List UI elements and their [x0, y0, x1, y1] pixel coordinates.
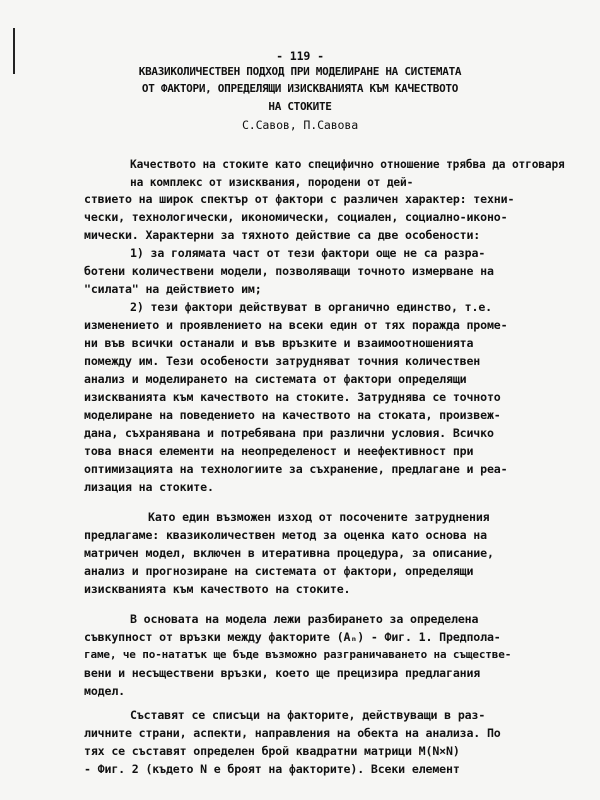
body-line: ни във всички останали и във връзките и взаимоотношенията — [84, 336, 474, 350]
body-line: гаме, че по-нататък ще бъде възможно разграничаването на съществе- — [84, 648, 512, 661]
body-line: "силата" на действието им; — [84, 282, 262, 296]
body-line: ботени количествени модели, позволяващи точното измерване на — [84, 264, 494, 278]
body-line: Съставят се списъци на факторите, действуващи в раз- — [130, 708, 486, 722]
body-line: съвкупност от връзки между факторите (Aₙ) - Фиг. 1. Предпола- — [84, 630, 501, 644]
body-line: анализ и прогнозиране на системата от фактори, определящи — [84, 564, 474, 578]
body-line: лизация на стоките. — [84, 480, 214, 494]
title-line: КВАЗИКОЛИЧЕСТВЕН ПОДХОД ПРИ МОДЕЛИРАНЕ НА СИСТЕМАТА — [138, 65, 462, 78]
body-line: матричен модел, включен в итеративна процедура, за описание, — [84, 546, 494, 560]
body-line: дана, съхранявана и потребявана при различни условия. Всичко — [84, 426, 494, 440]
body-line: Като един възможен изход от посочените затруднения — [148, 510, 490, 524]
body-line: тях се съставят определен брой квадратни матрици M(N×N) — [84, 744, 460, 758]
body-line: оптимизацията на технологиите за съхранение, предлагане и реа- — [84, 462, 508, 476]
title-line: ОТ ФАКТОРИ, ОПРЕДЕЛЯЩИ ИЗИСКВАНИЯТА КЪМ КАЧЕСТВОТО — [141, 82, 459, 95]
body-line: помежду им. Тези особености затрудняват точния количествен — [84, 354, 481, 368]
body-line: изменението и проявлението на всеки един от тях поражда проме- — [84, 318, 508, 332]
body-line: предлагаме: квазиколичествен метод за оценка като основа на — [84, 528, 487, 542]
body-line: това внася елементи на неопределеност и неефективност при — [84, 444, 474, 458]
body-line: изискванията към качеството на стоките. Затруднява се точното — [84, 390, 501, 404]
body-line: вени и несъществени връзки, което ще прецизира предлагания — [84, 666, 481, 680]
body-line: В основата на модела лежи разбирането за определена — [130, 612, 479, 626]
page-number: - 119 - — [276, 49, 324, 63]
body-line: ствието на широк спектър от фактори с различен характер: техни- — [84, 192, 515, 206]
body-line: личните страни, аспекти, направления на обекта на анализа. По — [84, 726, 501, 740]
body-line: моделиране на поведението на качеството на стоката, произвеж- — [84, 408, 501, 422]
body-line: мически. Характерни за тяхното действие са две особености: — [84, 228, 481, 242]
body-line: - Фиг. 2 (където N е броят на факторите). Всеки елемент — [84, 762, 460, 776]
body-line: модел. — [84, 684, 125, 698]
title-line: НА СТОКИТЕ — [268, 100, 332, 113]
body-line: анализ и моделирането на системата от фактори определящи — [84, 372, 467, 386]
body-line: 1) за голямата част от тези фактори още не са разра- — [130, 246, 486, 260]
body-line: 2) тези фактори действуват в органично единство, т.е. — [130, 300, 492, 314]
body-paragraph-1: Качеството на стоките като специфично отношение трябва да отговаря на комплекс от изисквания, породени от дей- — [130, 158, 565, 189]
body-line: изискванията към качеството на стоките. — [84, 582, 351, 596]
authors: С.Савов, П.Савова — [241, 118, 359, 132]
body-line: чески, технологически, икономически, социален, социално-иконо- — [84, 210, 508, 224]
